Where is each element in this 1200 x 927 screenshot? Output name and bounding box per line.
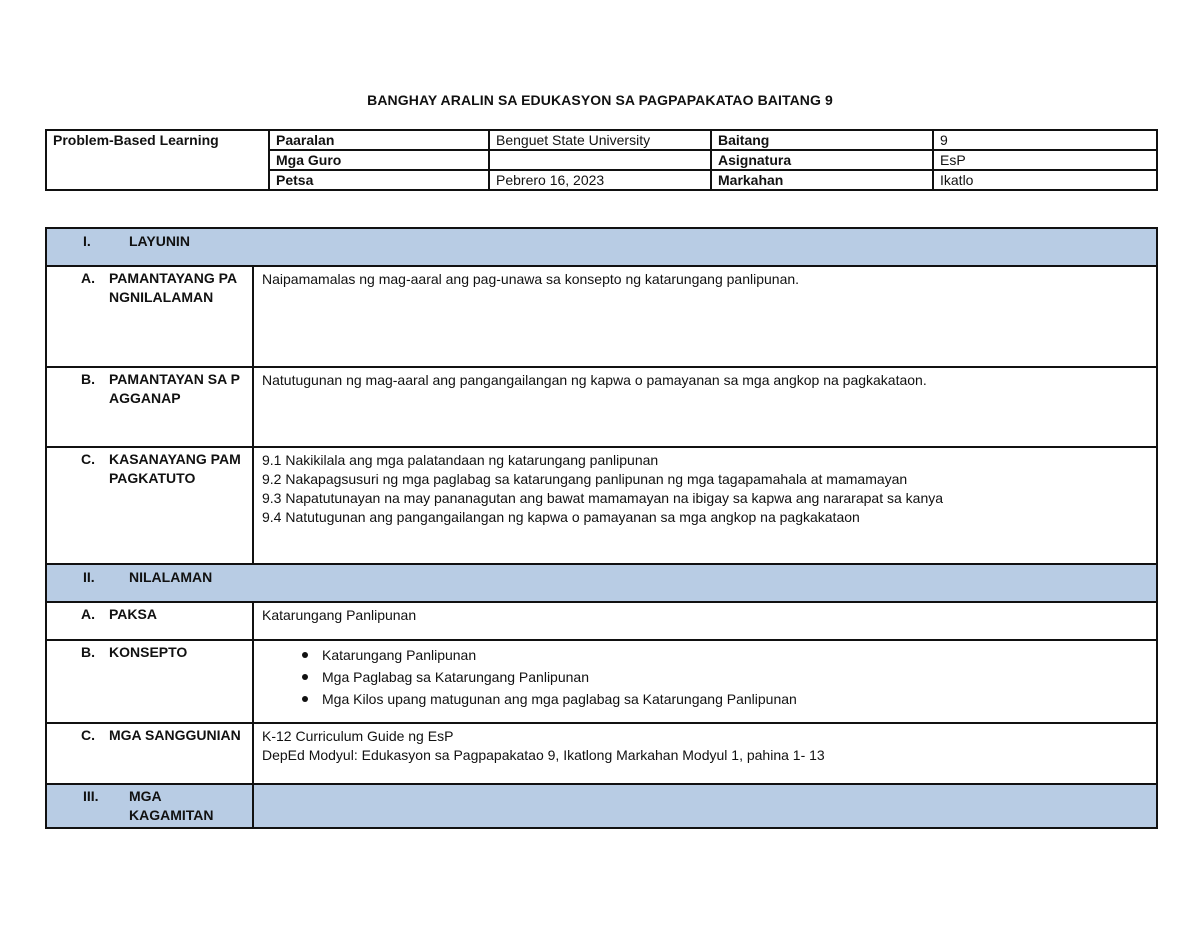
label-cell: [46, 447, 253, 564]
header-value-paaralan: Benguet State University: [489, 130, 711, 150]
label-cell: [46, 723, 253, 784]
header-value-guro: [489, 150, 711, 170]
section-row-layunin: [46, 228, 1157, 266]
list-item-text: Mga Kilos upang matugunan ang mga paglabag sa Katarungang Panlipunan: [322, 691, 797, 707]
row-sanggunian: [46, 723, 1157, 784]
item-letter: C.: [81, 727, 95, 743]
section-numeral: I.: [83, 233, 91, 249]
item-label: PAMANTAYANG PANGNILALAMAN: [109, 270, 238, 305]
section-title: [129, 787, 214, 825]
item-letter: B.: [81, 371, 95, 387]
header-value-baitang: 9: [933, 130, 1157, 150]
section-numeral: II.: [83, 569, 95, 585]
page-title: BANGHAY ARALIN SA EDUKASYON SA PAGPAPAKATAO BAITANG 9: [367, 92, 833, 108]
section-header-kagamitan: [46, 784, 253, 828]
header-table: [45, 129, 1158, 191]
reference-item: DepEd Modyul: Edukasyon sa Pagpapakatao 9, Ikatlong Markahan Modyul 1, pahina 1- 13: [262, 747, 825, 763]
concept-list: [262, 644, 1150, 710]
item-letter: A.: [81, 270, 95, 286]
list-item-text: Katarungang Panlipunan: [322, 647, 477, 663]
section-title-line: MGA: [129, 788, 162, 804]
item-label: MGA SANGGUNIAN: [109, 727, 241, 743]
row-pamantayan-pagganap: [46, 367, 1157, 447]
row-paksa: [46, 602, 1157, 640]
competency-item: 9.2 Nakapagsusuri ng mga paglabag sa katarungang panlipunan ng mga tagapamahala at mamamayan: [262, 471, 908, 487]
item-letter: C.: [81, 451, 95, 467]
list-item: [302, 644, 1150, 666]
header-label-asignatura: Asignatura: [711, 150, 933, 170]
item-label: KASANAYANG PAMPAGKATUTO: [109, 451, 241, 486]
bullet-icon: [302, 696, 308, 702]
section-row-kagamitan: [46, 784, 1157, 828]
label-cell: [46, 367, 253, 447]
bullet-icon: [302, 674, 308, 680]
row-pamantayang-nilalaman: [46, 266, 1157, 367]
competency-item: 9.3 Napatutunayan na may pananagutan ang bawat mamamayan na ibigay sa kapwa ang nararapat sa kanya: [262, 490, 944, 506]
lesson-plan-table: [45, 227, 1158, 829]
value-pamantayan-pagganap: Natutugunan ng mag-aaral ang pangangailangan ng kapwa o pamayanan sa mga angkop na pagkakataon.: [253, 367, 1157, 447]
value-konsepto: [253, 640, 1157, 723]
label-cell: [46, 640, 253, 723]
list-item-text: Mga Paglabag sa Katarungang Panlipunan: [322, 669, 589, 685]
item-letter: A.: [81, 606, 95, 622]
bullet-icon: [302, 652, 308, 658]
approach-label: Problem-Based Learning: [46, 130, 269, 190]
section-title: LAYUNIN: [129, 233, 190, 249]
item-label: PAKSA: [109, 606, 157, 622]
section-row-nilalaman: [46, 564, 1157, 602]
section-header-layunin: [46, 228, 1157, 266]
list-item: [302, 688, 1150, 710]
header-label-paaralan: Paaralan: [269, 130, 489, 150]
reference-item: K-12 Curriculum Guide ng EsP: [262, 728, 454, 744]
section-title: NILALAMAN: [129, 569, 213, 585]
value-pamantayang-nilalaman: Naipamamalas ng mag-aaral ang pag-unawa sa konsepto ng katarungang panlipunan.: [253, 266, 1157, 367]
list-item: [302, 666, 1150, 688]
header-label-petsa: Petsa: [269, 170, 489, 190]
competency-item: 9.4 Natutugunan ang pangangailangan ng kapwa o pamayanan sa mga angkop na pagkakataon: [262, 509, 860, 525]
item-label: KONSEPTO: [109, 644, 188, 660]
section-numeral: III.: [83, 788, 99, 804]
value-kasanayang-pampagkatuto: [253, 447, 1157, 564]
label-cell: [46, 266, 253, 367]
header-row: [46, 130, 1157, 150]
row-konsepto: [46, 640, 1157, 723]
item-letter: B.: [81, 644, 95, 660]
section-header-nilalaman: [46, 564, 1157, 602]
value-paksa: Katarungang Panlipunan: [253, 602, 1157, 640]
competency-item: 9.1 Nakikilala ang mga palatandaan ng katarungang panlipunan: [262, 452, 659, 468]
header-value-asignatura: EsP: [933, 150, 1157, 170]
item-label: PAMANTAYAN SA PAGGANAP: [109, 371, 240, 406]
header-value-petsa: Pebrero 16, 2023: [489, 170, 711, 190]
header-value-markahan: Ikatlo: [933, 170, 1157, 190]
value-sanggunian: [253, 723, 1157, 784]
header-label-baitang: Baitang: [711, 130, 933, 150]
section-title-line: KAGAMITAN: [129, 807, 214, 823]
header-label-guro: Mga Guro: [269, 150, 489, 170]
label-cell: [46, 602, 253, 640]
header-label-markahan: Markahan: [711, 170, 933, 190]
row-kasanayang-pampagkatuto: [46, 447, 1157, 564]
section-empty-cell: [253, 784, 1157, 828]
